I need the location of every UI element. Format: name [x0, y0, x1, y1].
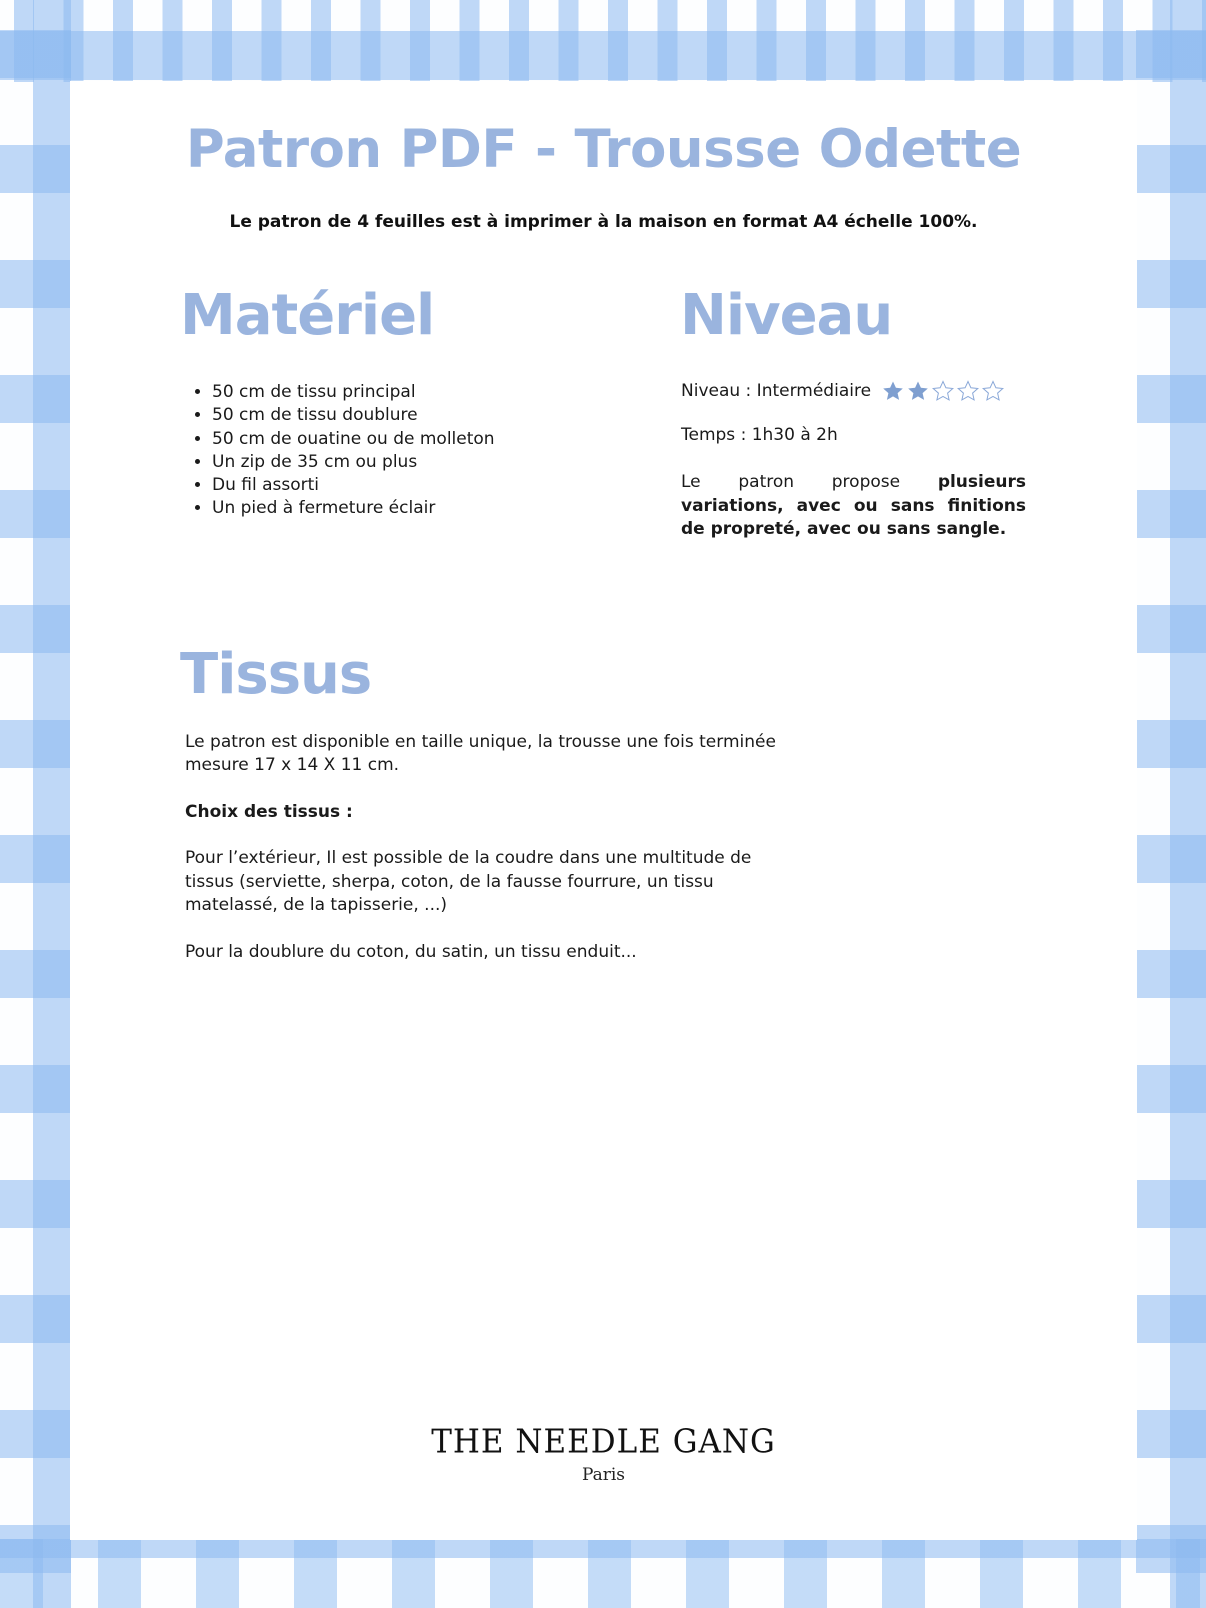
star-outline-icon — [981, 379, 1005, 403]
fabric-choice-heading: Choix des tissus : — [185, 801, 353, 822]
exterior-fabric-text: Pour l’extérieur, Il est possible de la coudre dans une multitude de tissus (serviette, sherpa, coton, de la fausse fourrure, un tissu matelassé, de la tapisserie, ...) — [185, 848, 752, 916]
star-outline-icon — [956, 379, 980, 403]
materiel-item: • Un zip de 35 cm ou plus — [212, 451, 495, 474]
tissus-heading: Tissus — [180, 642, 372, 707]
time-estimate: Temps : 1h30 à 2h — [681, 425, 838, 445]
size-description: Le patron est disponible en taille unique, la trousse une fois terminée mesure 17 x 14 X 11 cm. — [185, 732, 776, 776]
materiel-item: • Un pied à fermeture éclair — [212, 497, 495, 520]
lining-fabric-text: Pour la doublure du coton, du satin, un tissu enduit... — [185, 941, 637, 962]
variations-bold: plusieurs variations, avec ou sans finitions de propreté, avec ou sans sangle. — [681, 472, 1026, 539]
variations-prefix: Le patron propose — [681, 472, 938, 492]
materiel-heading: Matériel — [180, 283, 435, 348]
difficulty-label: Niveau : Intermédiaire — [681, 381, 872, 401]
materiel-list — [182, 381, 495, 521]
print-instructions: Le patron de 4 feuilles est à imprimer à la maison en format A4 échelle 100%. — [229, 212, 978, 232]
brand-logo: THE NEEDLE GANG — [431, 1423, 776, 1461]
variations-text — [681, 471, 1026, 542]
difficulty-row — [681, 377, 1026, 405]
gingham-top-border — [0, 0, 1206, 82]
gingham-right-border — [1136, 0, 1206, 1608]
materiel-item: • 50 cm de tissu doublure — [212, 404, 495, 427]
star-filled-icon — [906, 379, 930, 403]
brand-city: Paris — [581, 1465, 626, 1485]
niveau-section — [681, 381, 1026, 542]
tissus-section — [185, 731, 785, 987]
star-outline-icon — [931, 379, 955, 403]
gingham-bottom-border — [0, 1539, 1206, 1608]
star-filled-icon — [881, 379, 905, 403]
gingham-left-border — [0, 0, 71, 1608]
difficulty-rating — [881, 379, 1005, 403]
niveau-heading: Niveau — [680, 283, 893, 348]
materiel-item: • 50 cm de tissu principal — [212, 381, 495, 404]
document-page — [70, 81, 1137, 1540]
page-title: Patron PDF - Trousse Odette — [185, 119, 1022, 180]
materiel-item: • 50 cm de ouatine ou de molleton — [212, 428, 495, 451]
materiel-item: • Du fil assorti — [212, 474, 495, 497]
